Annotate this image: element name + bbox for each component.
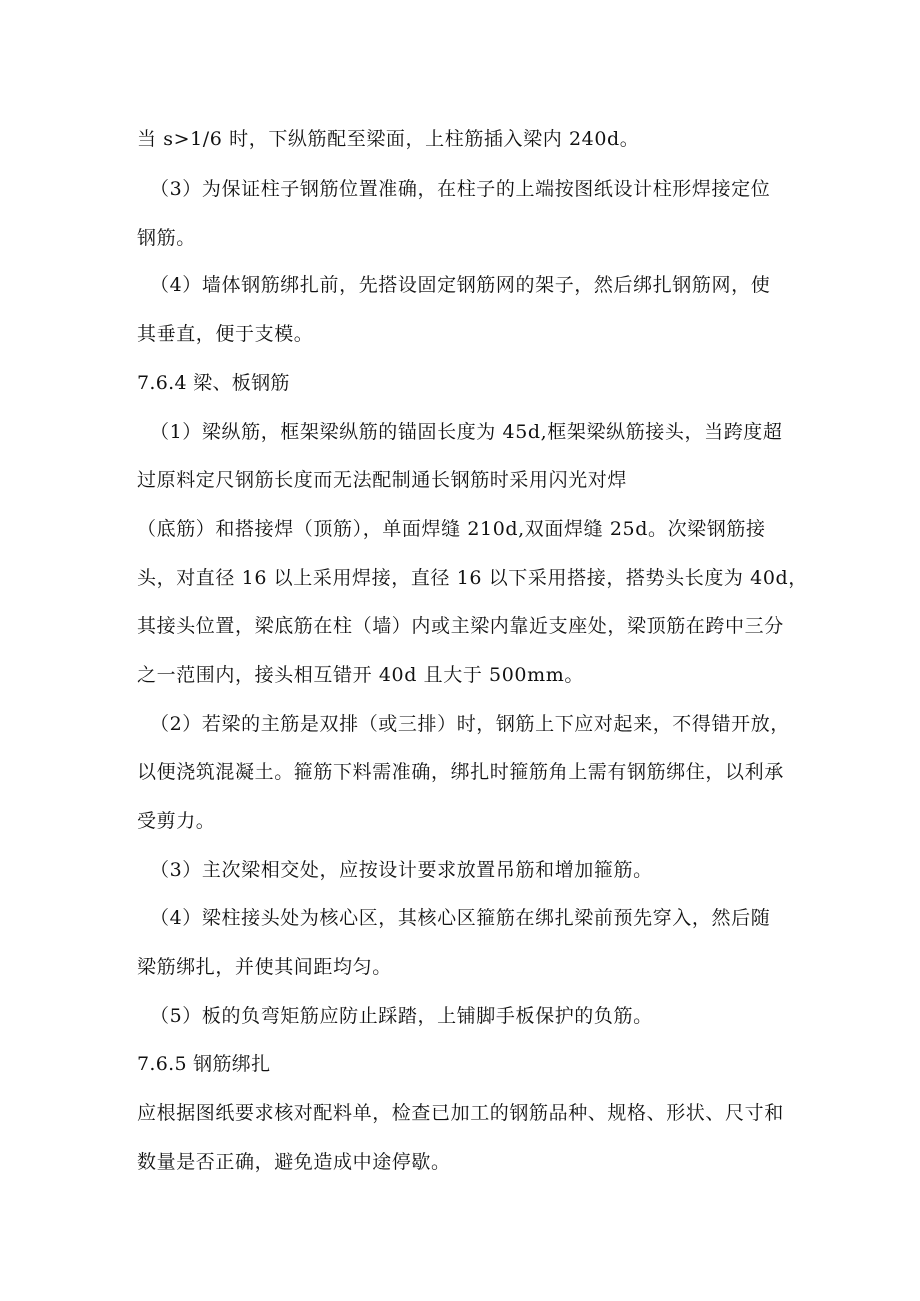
text-line: （2）若梁的主筋是双排（或三排）时，钢筋上下应对起来，不得错开放， xyxy=(150,713,790,735)
section-heading: 7.6.5 钢筋绑扎 xyxy=(137,1053,271,1075)
text-line: （3）为保证柱子钢筋位置准确，在柱子的上端按图纸设计柱形焊接定位 xyxy=(150,178,771,200)
text-line: 受剪力。 xyxy=(137,810,216,832)
text-line: （5）板的负弯矩筋应防止踩踏，上铺脚手板保护的负筋。 xyxy=(150,1005,653,1027)
text-line: 以便浇筑混凝土。箍筋下料需准确，绑扎时箍筋角上需有钢筋绑住，以利承 xyxy=(137,761,784,783)
text-line: 钢筋。 xyxy=(137,227,196,249)
text-line: 应根据图纸要求核对配料单，检查已加工的钢筋品种、规格、形状、尺寸和 xyxy=(137,1102,784,1124)
text-line: （4）墙体钢筋绑扎前，先搭设固定钢筋网的架子，然后绑扎钢筋网，使 xyxy=(150,274,771,296)
text-line: （4）梁柱接头处为核心区，其核心区箍筋在绑扎梁前预先穿入，然后随 xyxy=(150,907,771,929)
text-line: 其接头位置，梁底筋在柱（墙）内或主梁内靠近支座处，梁顶筋在跨中三分 xyxy=(137,615,784,637)
text-line: 梁筋绑扎，并使其间距均匀。 xyxy=(137,956,392,978)
text-line: 数量是否正确，避免造成中途停歇。 xyxy=(137,1151,451,1173)
text-line: 过原料定尺钢筋长度而无法配制通长钢筋时采用闪光对焊 xyxy=(137,469,628,491)
text-line: 头，对直径 16 以上采用焊接，直径 16 以下采用搭接，搭势头长度为 40d， xyxy=(137,567,808,589)
text-line: （底筋）和搭接焊（顶筋），单面焊缝 210d,双面焊缝 25d。次梁钢筋接 xyxy=(137,518,766,540)
text-line: 其垂直，便于支模。 xyxy=(137,323,314,345)
text-line: （3）主次梁相交处，应按设计要求放置吊筋和增加箍筋。 xyxy=(150,859,653,881)
text-line: 当 s>1/6 时，下纵筋配至梁面，上柱筋插入梁内 240d。 xyxy=(137,128,640,150)
text-line: 之一范围内，接头相互错开 40d 且大于 500mm。 xyxy=(137,664,584,686)
section-heading: 7.6.4 梁、板钢筋 xyxy=(137,372,290,394)
text-line: （1）梁纵筋，框架梁纵筋的锚固长度为 45d,框架梁纵筋接头，当跨度超 xyxy=(150,421,783,443)
